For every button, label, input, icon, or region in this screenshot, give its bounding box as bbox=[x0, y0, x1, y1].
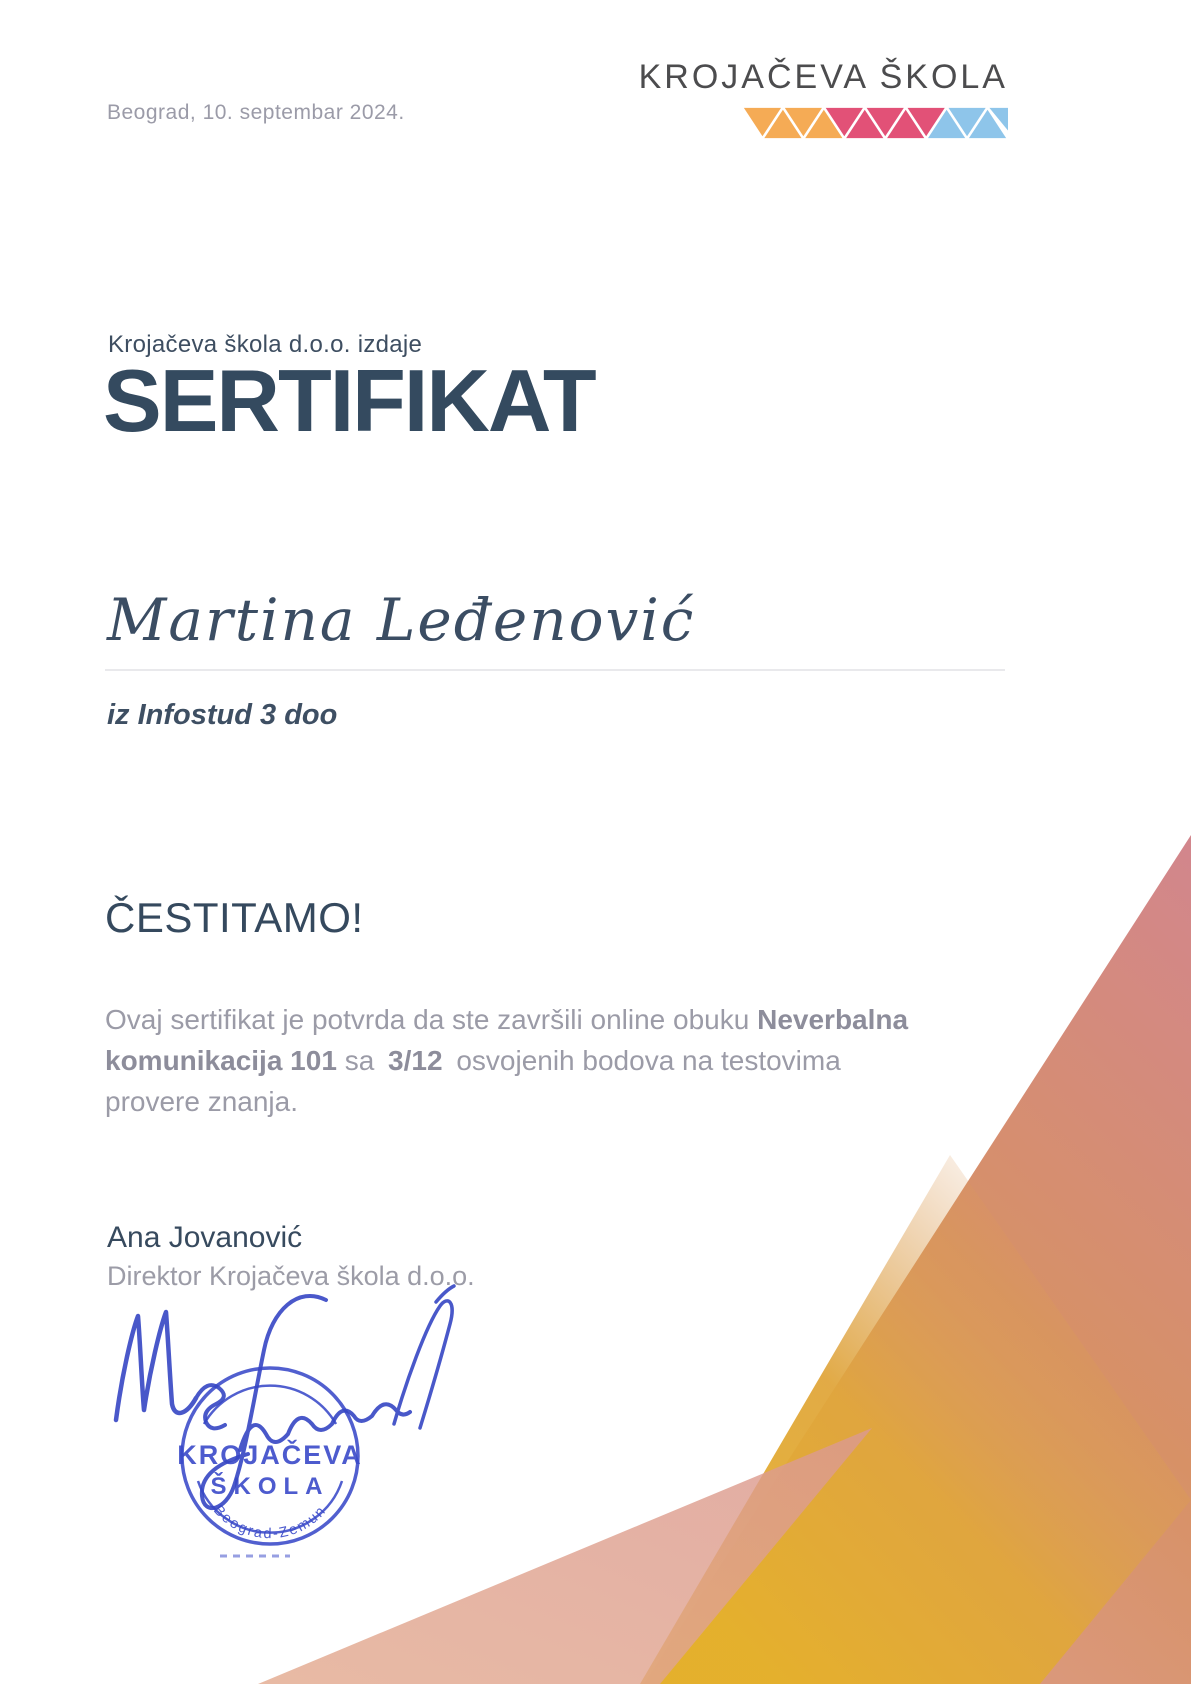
score-value: 3/12 bbox=[388, 1044, 443, 1076]
logo bbox=[639, 58, 1008, 145]
svg-text:Beograd-Zemun bbox=[210, 1502, 330, 1542]
body-text-mid: sa bbox=[344, 1044, 375, 1076]
logo-text: KROJAČEVA ŠKOLA bbox=[638, 58, 1008, 96]
recipient-name: Martina Leđenović bbox=[107, 586, 696, 654]
signer-name: Ana Jovanović bbox=[107, 1221, 303, 1254]
date-location-text: Beograd, 10. septembar 2024. bbox=[107, 101, 405, 124]
recipient-company: iz Infostud 3 doo bbox=[107, 699, 338, 731]
body-paragraph bbox=[105, 1000, 937, 1123]
body-text-before: Ovaj sertifikat je potvrda da ste završili online obuku bbox=[105, 1004, 750, 1035]
stamp-text-line1: KROJAČEVA bbox=[177, 1440, 363, 1470]
name-underline bbox=[105, 669, 1005, 671]
stamp-text-line2: ŠKOLA bbox=[210, 1473, 330, 1500]
signature-and-stamp bbox=[88, 1278, 518, 1588]
logo-triangles-icon bbox=[742, 106, 1008, 140]
congrats-heading: ČESTITAMO! bbox=[105, 894, 364, 941]
body-text-after: osvojenih bodova na testovima provere znanja. bbox=[105, 1044, 841, 1117]
course-name: Neverbalna komunikacija 101 bbox=[105, 1004, 909, 1076]
signer-title: Direktor Krojačeva škola d.o.o. bbox=[107, 1261, 475, 1291]
certificate-title: SERTIFIKAT bbox=[103, 351, 595, 450]
stamp-arc-text: Beograd-Zemun bbox=[210, 1502, 330, 1543]
issuer-line: Krojačeva škola d.o.o. izdaje bbox=[108, 331, 423, 358]
